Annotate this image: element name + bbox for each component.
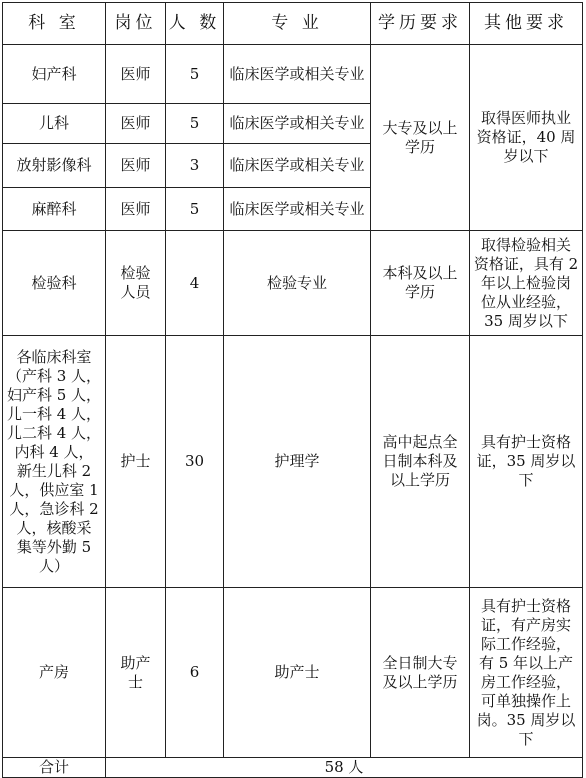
total-row xyxy=(3,758,583,778)
education-cell: 全日制大专 及以上学历 xyxy=(371,588,470,758)
recruitment-table xyxy=(2,2,583,778)
major-cell: 临床医学或相关专业 xyxy=(224,45,371,104)
education-cell: 高中起点全 日制本科及 以上学历 xyxy=(371,336,470,588)
count-cell: 5 xyxy=(166,104,224,144)
table-row xyxy=(3,45,583,104)
other-requirements-cell: 具有护士资格 证，有产房实 际工作经验， 有 5 年以上产 房工作经验， 可单独操作上 岗。35 周岁以 下 xyxy=(470,588,583,758)
post-cell: 医师 xyxy=(106,45,166,104)
dept-cell: 妇产科 xyxy=(3,45,106,104)
major-cell: 临床医学或相关专业 xyxy=(224,188,371,231)
count-cell: 3 xyxy=(166,144,224,188)
post-cell: 助产 士 xyxy=(106,588,166,758)
dept-cell: 放射影像科 xyxy=(3,144,106,188)
header-post: 岗位 xyxy=(106,3,166,45)
post-cell: 医师 xyxy=(106,188,166,231)
dept-cell: 检验科 xyxy=(3,231,106,336)
other-requirements-cell: 具有护士资格 证，35 周岁以 下 xyxy=(470,336,583,588)
count-cell: 5 xyxy=(166,188,224,231)
header-dept: 科 室 xyxy=(3,3,106,45)
header-education: 学历要求 xyxy=(371,3,470,45)
post-cell: 医师 xyxy=(106,144,166,188)
count-cell: 5 xyxy=(166,45,224,104)
table-row xyxy=(3,336,583,588)
dept-cell: 各临床科室 （产科 3 人， 妇产科 5 人， 儿一科 4 人， 儿二科 4 人， 内科 4 人， 新生儿科 2 人，供应室 1 人，急诊科 2 人，核酸采 集等外勤 5 人） xyxy=(3,336,106,588)
other-requirements-cell: 取得检验相关 资格证，具有 2 年以上检验岗 位从业经验， 35 周岁以下 xyxy=(470,231,583,336)
dept-cell: 产房 xyxy=(3,588,106,758)
table-row xyxy=(3,588,583,758)
count-cell: 6 xyxy=(166,588,224,758)
header-row xyxy=(3,3,583,45)
dept-cell: 麻醉科 xyxy=(3,188,106,231)
count-cell: 4 xyxy=(166,231,224,336)
other-requirements-cell: 取得医师执业 资格证，40 周 岁以下 xyxy=(470,45,583,231)
major-cell: 助产士 xyxy=(224,588,371,758)
post-cell: 医师 xyxy=(106,104,166,144)
major-cell: 护理学 xyxy=(224,336,371,588)
header-major: 专 业 xyxy=(224,3,371,45)
total-value: 58 人 xyxy=(106,758,583,778)
major-cell: 临床医学或相关专业 xyxy=(224,144,371,188)
table-row xyxy=(3,231,583,336)
total-label: 合计 xyxy=(3,758,106,778)
major-cell: 检验专业 xyxy=(224,231,371,336)
education-cell: 大专及以上 学历 xyxy=(371,45,470,231)
count-cell: 30 xyxy=(166,336,224,588)
post-cell: 护士 xyxy=(106,336,166,588)
major-cell: 临床医学或相关专业 xyxy=(224,104,371,144)
post-cell: 检验 人员 xyxy=(106,231,166,336)
dept-cell: 儿科 xyxy=(3,104,106,144)
header-count: 人 数 xyxy=(166,3,224,45)
education-cell: 本科及以上 学历 xyxy=(371,231,470,336)
header-other: 其他要求 xyxy=(470,3,583,45)
